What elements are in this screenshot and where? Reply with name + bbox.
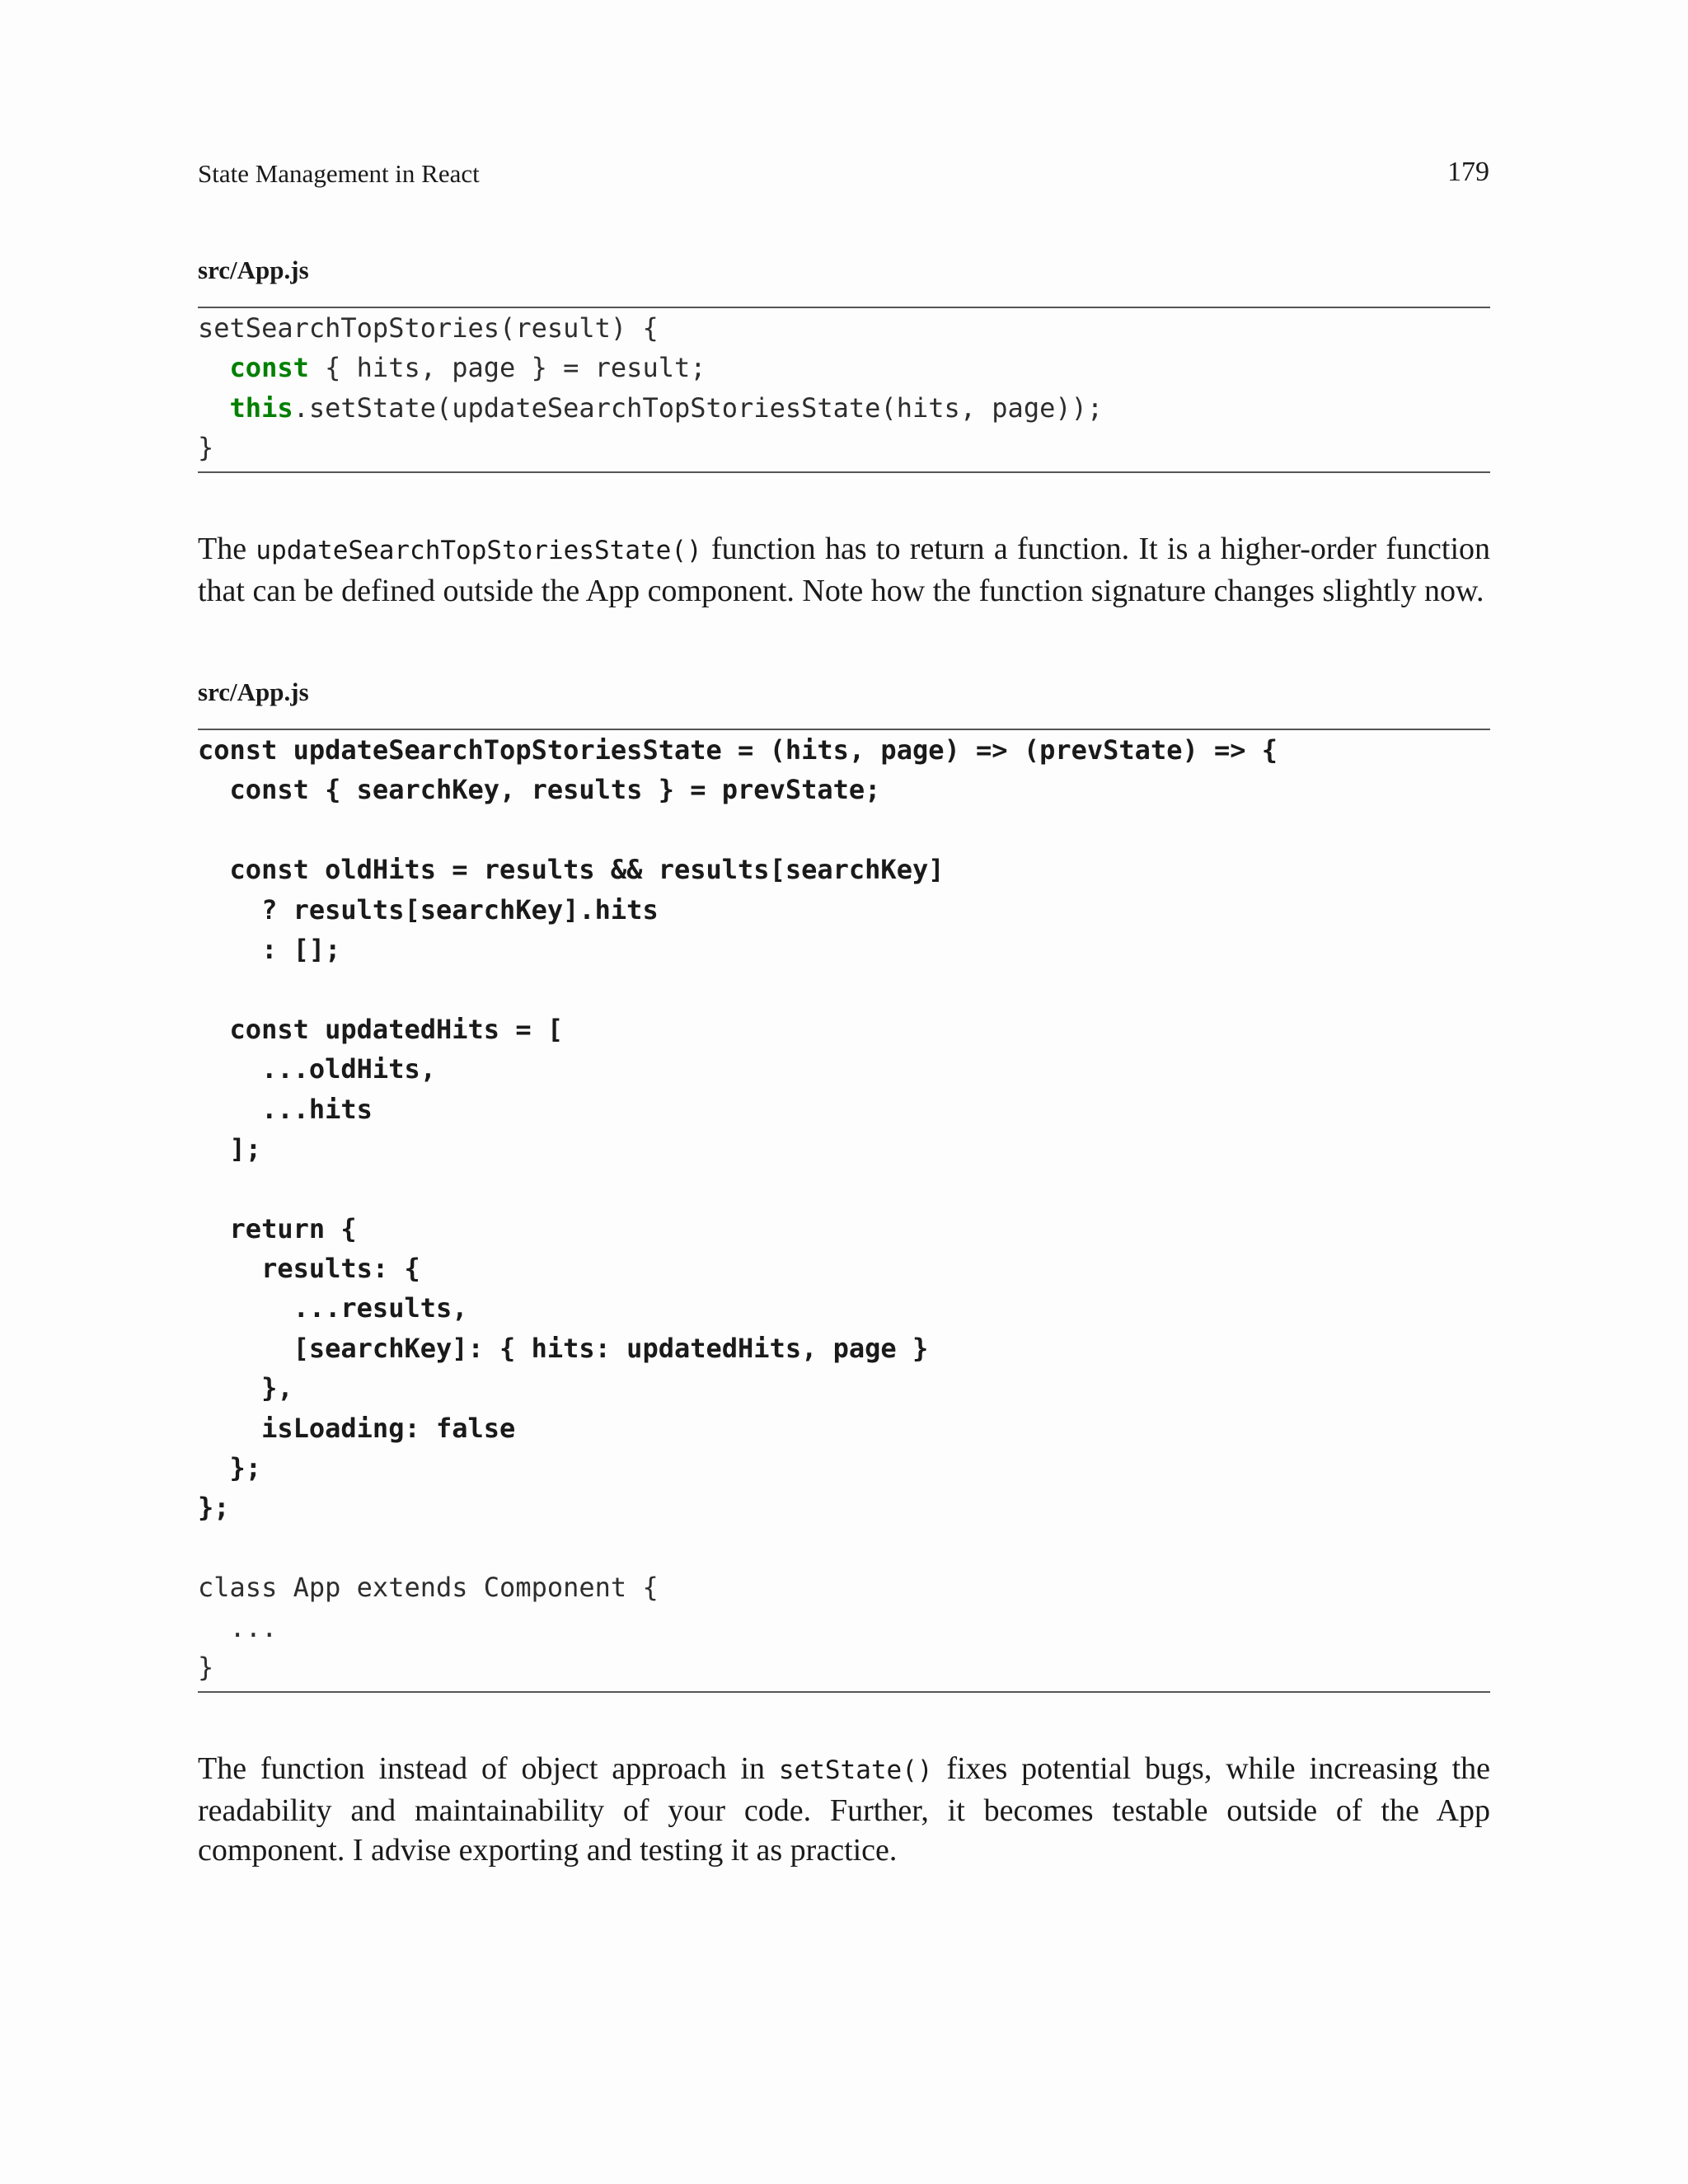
code-line: const oldHits = results && results[searchKey]: [198, 854, 945, 886]
code-line: [198, 428, 1490, 467]
code-line: [searchKey]: { hits: updatedHits, page }: [198, 1332, 929, 1364]
code-line: const { searchKey, results } = prevState;: [198, 774, 881, 806]
paragraph-2-text-start: The function instead of object approach in: [198, 1751, 779, 1786]
code-line: [198, 969, 1490, 1009]
listing-2-file-label: src/App.js: [198, 677, 309, 706]
code-line: return {: [198, 1212, 357, 1244]
code-line: }: [198, 1651, 214, 1683]
code-line: const updatedHits = [: [198, 1013, 564, 1045]
code-listing-2-highlighted: [198, 730, 1490, 1568]
chapter-title: State Management in React: [198, 159, 480, 188]
code-keyword: this: [229, 391, 293, 424]
listing-1-bottom-rule: [198, 471, 1490, 473]
paragraph-1-text-start: The: [198, 532, 256, 566]
code-line: ...oldHits,: [198, 1053, 436, 1085]
paragraph-2-text-end: fixes potential bugs, while increasing the readability and maintainability of your code. Further, it becomes testable outside of the App component. I advise exporting and testing it as practice.: [198, 1751, 1490, 1868]
code-line: [198, 1528, 1490, 1568]
code-line: ];: [198, 1132, 262, 1165]
code-text: { hits, page } = result;: [308, 352, 706, 384]
inline-code: setState(): [778, 1755, 933, 1785]
code-line: results: {: [198, 1253, 420, 1285]
code-line: };: [198, 1492, 230, 1524]
inline-code: updateSearchTopStoriesState(): [256, 536, 702, 565]
code-listing-1: [198, 308, 1490, 468]
code-line: ...results,: [198, 1292, 468, 1324]
code-line: [198, 308, 1490, 348]
code-line: [198, 810, 1490, 850]
code-line: [198, 348, 1490, 387]
code-text: .setState(updateSearchTopStoriesState(hits, page));: [293, 391, 1104, 424]
code-line: isLoading: false: [198, 1412, 516, 1444]
code-listing-2-unchanged: [198, 1568, 1490, 1687]
code-line: ...hits: [198, 1093, 373, 1125]
page-number: 179: [1447, 157, 1489, 187]
code-keyword: const: [229, 352, 309, 384]
code-listing-2: [198, 730, 1490, 1687]
code-indent: [198, 392, 230, 424]
code-line: const updateSearchTopStoriesState = (hits, page) => (prevState) => {: [198, 734, 1278, 766]
code-indent: [198, 352, 230, 383]
code-line: [198, 388, 1490, 428]
code-line: ...: [198, 1611, 278, 1643]
listing-2-bottom-rule: [198, 1691, 1490, 1693]
code-text: }: [198, 432, 214, 464]
code-text: setSearchTopStories(result) {: [198, 312, 659, 344]
code-line: ? results[searchKey].hits: [198, 893, 659, 926]
code-line: : [];: [198, 933, 341, 965]
paragraph-1: [198, 529, 1490, 611]
listing-1-file-label: src/App.js: [198, 255, 309, 284]
paragraph-2: [198, 1749, 1490, 1871]
code-line: };: [198, 1452, 262, 1484]
paragraph-1-text-end: function has to return a function. It is a higher-order function that can be defined outside the App component. Note how the function signature changes slightly now.: [198, 532, 1490, 608]
code-line: class App extends Component {: [198, 1572, 659, 1604]
code-line: },: [198, 1372, 293, 1404]
code-line: [198, 1169, 1490, 1208]
